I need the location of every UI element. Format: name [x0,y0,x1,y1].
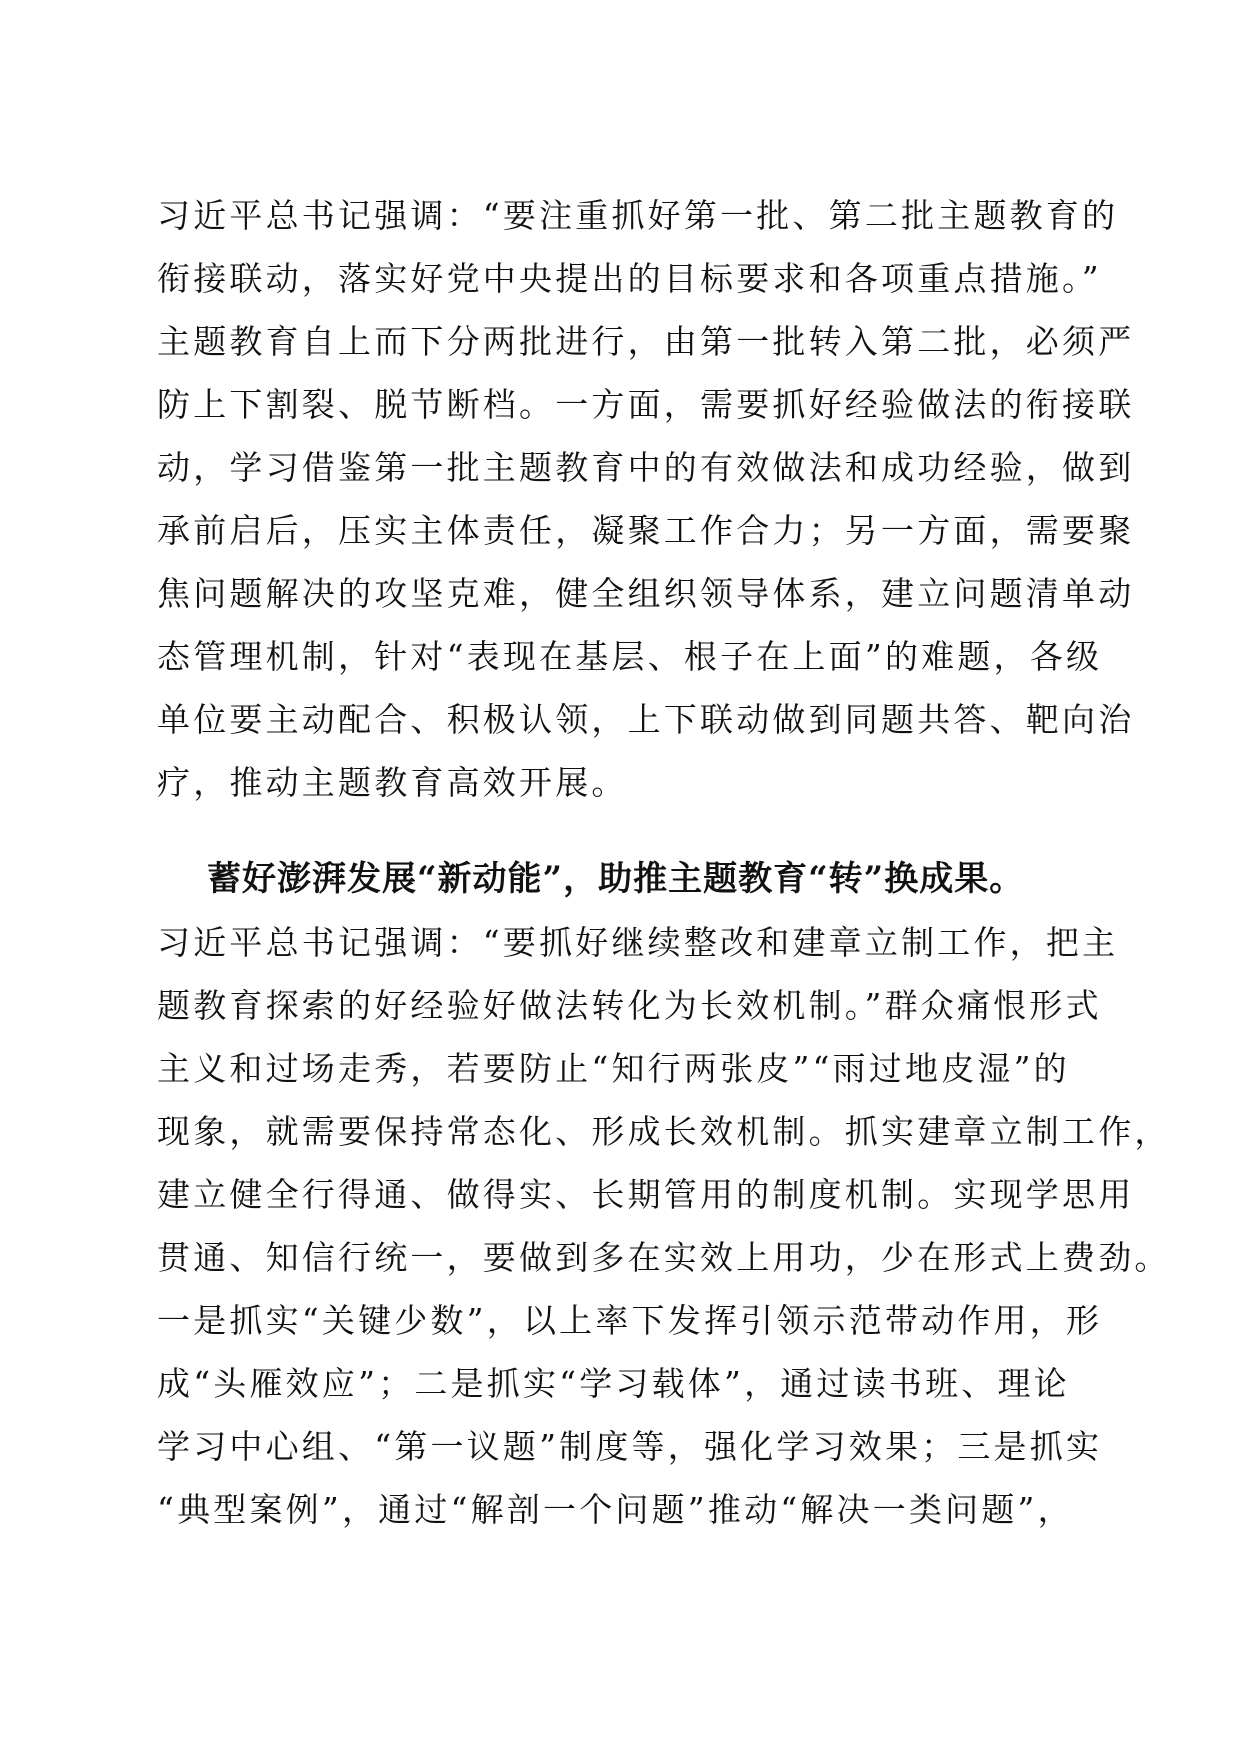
text-line: 动，学习借鉴第一批主题教育中的有效做法和成功经验，做到 [157,448,1135,487]
text-line: 主义和过场走秀，若要防止“知行两张皮”“雨过地皮湿”的 [157,1049,1070,1088]
text-line: 习近平总书记强调：“要注重抓好第一批、第二批主题教育的 [157,196,1119,235]
text-line: 疗，推动主题教育高效开展。 [157,763,628,802]
text-line: 一是抓实“关键少数”，以上率下发挥引领示范带动作用，形 [157,1301,1103,1340]
text-line: 焦问题解决的攻坚克难，健全组织领导体系，建立问题清单动 [157,574,1135,613]
text-line: 成“头雁效应”；二是抓实“学习载体”，通过读书班、理论 [157,1364,1070,1403]
paragraph-section-2 [157,848,1171,1541]
text-line: 建立健全行得通、做得实、长期管用的制度机制。实现学思用 [157,1175,1135,1214]
text-line: 态管理机制，针对“表现在基层、根子在上面”的难题，各级 [157,637,1103,676]
text-line: 学习中心组、“第一议题”制度等，强化学习效果；三是抓实 [157,1427,1103,1466]
text-line: 衔接联动，落实好党中央提出的目标要求和各项重点措施。” [157,259,1102,298]
text-line: 主题教育自上而下分两批进行，由第一批转入第二批，必须严 [157,322,1135,361]
text-line: 习近平总书记强调：“要抓好继续整改和建章立制工作，把主 [157,923,1119,962]
text-line: 题教育探索的好经验好做法转化为长效机制。”群众痛恨形式 [157,986,1102,1025]
section-heading: 蓄好澎湃发展“新动能”，助推主题教育“转”换成果。 [207,859,1025,899]
text-line: “典型案例”，通过“解剖一个问题”推动“解决一类问题”， [157,1490,1074,1529]
text-line: 现象，就需要保持常态化、形成长效机制。抓实建章立制工作， [157,1112,1171,1151]
text-line: 防上下割裂、脱节断档。一方面，需要抓好经验做法的衔接联 [157,385,1135,424]
text-line: 贯通、知信行统一，要做到多在实效上用功，少在形式上费劲。 [157,1238,1171,1277]
paragraph-section-1 [157,184,1135,814]
text-line: 承前启后，压实主体责任，凝聚工作合力；另一方面，需要聚 [157,511,1135,550]
text-line: 单位要主动配合、积极认领，上下联动做到同题共答、靶向治 [157,700,1135,739]
